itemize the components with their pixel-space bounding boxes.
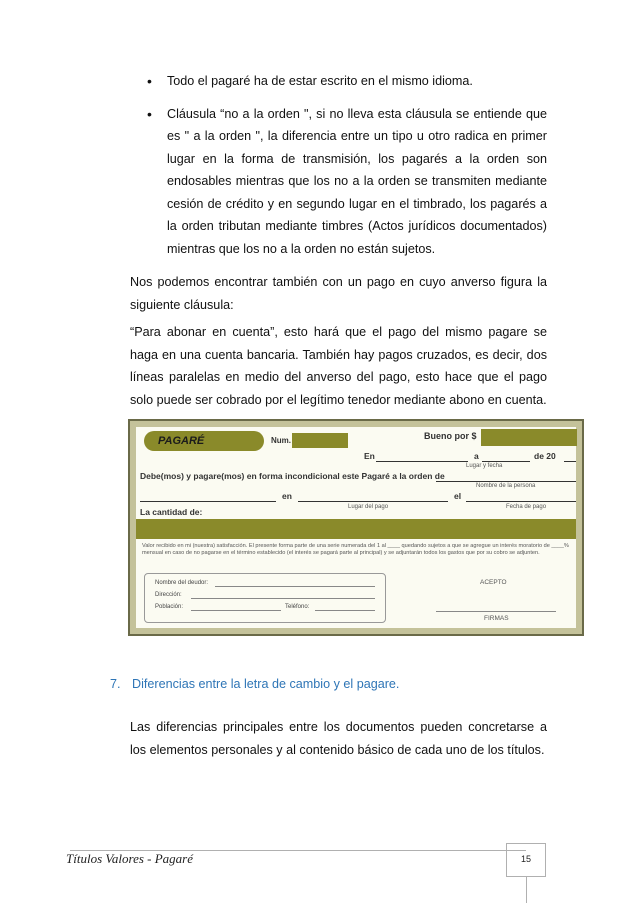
form-debtor-box: [144, 573, 386, 623]
section-title: Diferencias entre la letra de cambio y el pagare.: [132, 677, 400, 691]
form-el: el: [454, 491, 462, 501]
page-number: 15: [520, 854, 531, 864]
form-firmas: FIRMAS: [484, 615, 509, 622]
form-line: [436, 611, 556, 612]
form-bueno-label: Bueno por $: [424, 431, 477, 441]
bullet-item: • Todo el pagaré ha de estar escrito en el mismo idioma.: [147, 70, 547, 93]
form-poblacion: Población:: [155, 604, 184, 610]
form-line: [215, 586, 375, 587]
form-lugar-pago: Lugar del pago: [348, 504, 389, 510]
form-nombre-persona: Nombre de la persona: [476, 483, 536, 489]
form-line: [436, 481, 576, 482]
form-line: [315, 610, 375, 611]
bullet-list: [147, 70, 547, 260]
form-line: [564, 461, 576, 462]
footer-title: Títulos Valores - Pagaré: [66, 851, 193, 866]
form-line: [191, 598, 375, 599]
form-fecha-pago: Fecha de pago: [506, 504, 547, 510]
paragraph: “Para abonar en cuenta”, esto hará que el pago del mismo pagare se haga en una cuenta bancaria. También hay pagos cruzados, es decir, dos líneas paralelas en medio del anverso del pago, esto hace que el pago solo puede ser cobrado por el legítimo tenedor mediante abono en cuenta.: [130, 325, 547, 407]
form-direccion: Dirección:: [155, 592, 182, 598]
form-a-label: a: [474, 451, 479, 461]
form-debe-text: Debe(mos) y pagare(mos) en forma incondicional este Pagaré a la orden de: [140, 471, 445, 481]
form-num-label: Num.: [271, 436, 291, 445]
form-num-box: [292, 433, 348, 448]
bullet-item: • Cláusula “no a la orden ", si no lleva esta cláusula se entiende que es " a la orden ", la diferencia entre un tipo u otro radica en primer lugar en la forma de transmisión, los pagarés a la orden son endosables mientras que los no a la orden se transmiten mediante cesión de crédito y en segundo lugar en el timbrado, los pagarés a la orden tributan mediante timbres (Actos jurídicos documentados) mientras que los no a la orden no están sujetos.: [147, 103, 547, 261]
form-line: [482, 461, 530, 462]
form-bueno-box: [481, 429, 577, 446]
pagare-form-image: [128, 419, 584, 636]
form-acepto: ACEPTO: [480, 579, 507, 586]
form-telefono: Teléfono:: [285, 604, 310, 610]
form-line: [376, 461, 468, 462]
paragraph: Nos podemos encontrar también con un pago en cuyo anverso figura la siguiente cláusula:: [130, 275, 547, 312]
form-line: [140, 501, 276, 502]
section-heading: [110, 677, 399, 691]
form-amount-bar: [136, 519, 576, 539]
page-number-box: [506, 843, 546, 877]
form-line: [191, 610, 281, 611]
section-number: 7.: [110, 677, 121, 691]
form-lugar-fecha: Lugar y fecha: [466, 463, 503, 469]
form-clause: Valor recibido en mi (nuestra) satisfacción. El presente forma parte de una serie numerada del 1 al ____ quedando sujetos a que se agregue un interés moratorio de ____% mensual en caso de no pagarse en el término establecido (el interés se pagará parte al principal) y se adjuntarán todos los gastos que por su cobro se adjunten.: [142, 543, 569, 556]
form-deudor: Nombre del deudor:: [155, 580, 209, 586]
form-title: PAGARÉ: [144, 431, 264, 451]
form-en-label: En: [364, 451, 375, 461]
form-year-label: de 20: [534, 451, 556, 461]
form-en2: en: [282, 491, 292, 501]
paragraph: Las diferencias principales entre los documentos pueden concretarse a los elementos personales y al contenido básico de cada uno de los títulos.: [130, 720, 547, 757]
form-line: [298, 501, 448, 502]
form-line: [466, 501, 576, 502]
page-number-stem: [526, 877, 527, 903]
form-cantidad: La cantidad de:: [140, 507, 203, 517]
